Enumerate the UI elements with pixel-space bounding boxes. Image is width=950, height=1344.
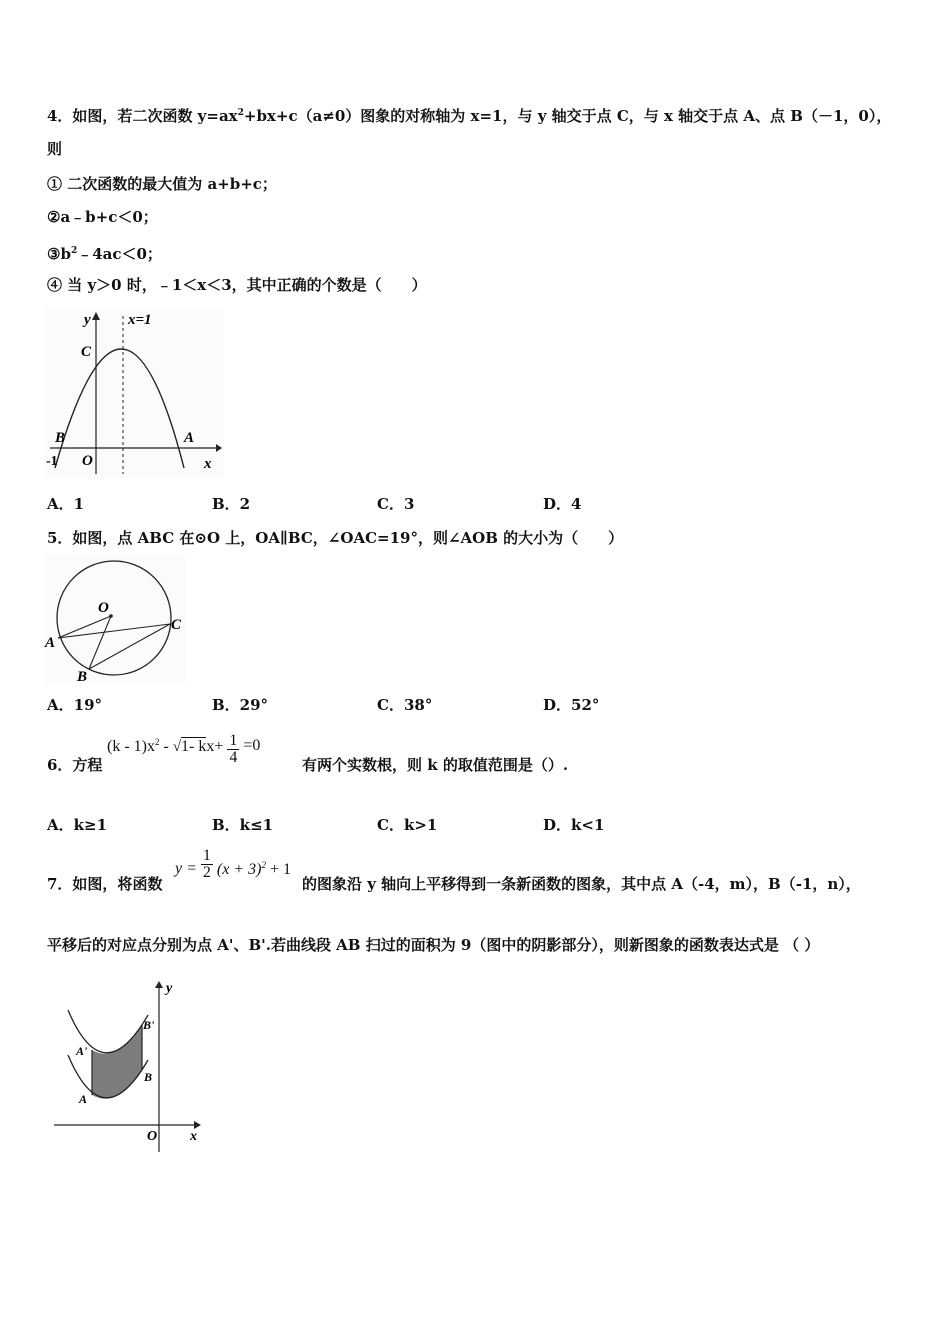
- symmetry-axis-label: x=1: [128, 312, 152, 328]
- point-b-label: B: [144, 1070, 153, 1084]
- q4-stem-line2: 则: [47, 140, 63, 158]
- point-b-label: B: [55, 430, 66, 446]
- q7-translation-figure: [50, 978, 210, 1156]
- figure-background: [44, 308, 224, 478]
- q5-option-b[interactable]: B．29°: [212, 696, 269, 714]
- q4-option-b[interactable]: B．2: [212, 495, 251, 513]
- q5-option-a[interactable]: A．19°: [47, 696, 103, 714]
- q7-suffix: 的图象沿 y 轴向上平移得到一条新函数的图象，其中点 A（-4，m），B（-1，n），: [302, 875, 861, 893]
- q7-line-2: 平移后的对应点分别为点 A'、B'.若曲线段 AB 扫过的面积为 9（图中的阴影部分），则新图象的函数表达式是 （ ）: [47, 936, 820, 954]
- origin-label: O: [147, 1129, 158, 1144]
- point-b-prime-label: B': [143, 1018, 155, 1032]
- q6-suffix: 有两个实数根，则 k 的取值范围是（）.: [302, 756, 569, 774]
- x-axis-arrow-icon: [194, 1121, 201, 1129]
- q6-option-c[interactable]: C．k>1: [377, 816, 438, 834]
- q6-fraction: $\frac{1}{4}$: [229, 732, 238, 766]
- y-axis-label: y: [166, 981, 173, 996]
- q4-parabola-figure: [44, 308, 224, 478]
- figure-background: [44, 555, 186, 683]
- q4-option-a[interactable]: A．1: [47, 495, 85, 513]
- point-a-label: A: [45, 635, 56, 651]
- q4-item-3: $③b^2﹣4ac<0$；: [47, 245, 162, 263]
- point-a-prime-label: A': [76, 1044, 88, 1058]
- y-axis-arrow-icon: [155, 981, 163, 988]
- q4-item-2: ②a﹣b+c＜0；: [47, 208, 158, 226]
- q6-option-a[interactable]: A．k≥1: [47, 816, 108, 834]
- q4-option-d[interactable]: D．4: [543, 495, 582, 513]
- q6-prefix: 6．方程: [47, 756, 103, 774]
- q5-circle-figure: [44, 555, 186, 683]
- q7-fraction: $\frac{1}{2}$: [202, 847, 211, 881]
- point-a-label: A: [79, 1092, 88, 1106]
- origin-label: O: [82, 453, 93, 469]
- point-b-label: B: [77, 669, 88, 683]
- point-a-label: A: [184, 430, 195, 446]
- x-axis-label: x: [190, 1129, 197, 1144]
- q6-option-b[interactable]: B．k≤1: [212, 816, 274, 834]
- q4-stem: 4．如图，若二次函数 $y=ax^2+bx+c(a\ne 0)$图象的对称轴为 x=1，与 y 轴交于点 C，与 x 轴交于点 A、点 B（－1，0），: [47, 107, 892, 125]
- x-axis-label: x: [204, 456, 212, 472]
- q7-prefix: 7．如图，将函数: [47, 875, 163, 893]
- q4-option-c[interactable]: C．3: [377, 495, 415, 513]
- q7-equation: y = $\frac{1}{2}$ $(x + 3)^2 + 1$: [175, 847, 291, 881]
- point-o-label: O: [98, 600, 109, 616]
- point-c-label: C: [81, 344, 92, 360]
- y-axis-label: y: [84, 312, 91, 328]
- q5-option-c[interactable]: C．38°: [377, 696, 433, 714]
- neg-one-label: -1: [46, 454, 58, 469]
- q5-stem: 5．如图，点 ABC 在⊙O 上，OA∥BC，∠OAC=19°，则∠AOB 的大小为（ ）: [47, 529, 624, 547]
- q5-option-d[interactable]: D．52°: [543, 696, 600, 714]
- q6-equation: $(k - 1)x^2 - √1-$ kx+ $\frac{1}{4}$ =0: [107, 732, 261, 766]
- point-c-label: C: [171, 617, 182, 633]
- q4-item-4: ④ 当 y＞0 时，﹣1＜x＜3，其中正确的个数是（ ）: [47, 276, 427, 294]
- q6-option-d[interactable]: D．k<1: [543, 816, 605, 834]
- q4-item-1: ① 二次函数的最大值为 a+b+c；: [47, 175, 277, 193]
